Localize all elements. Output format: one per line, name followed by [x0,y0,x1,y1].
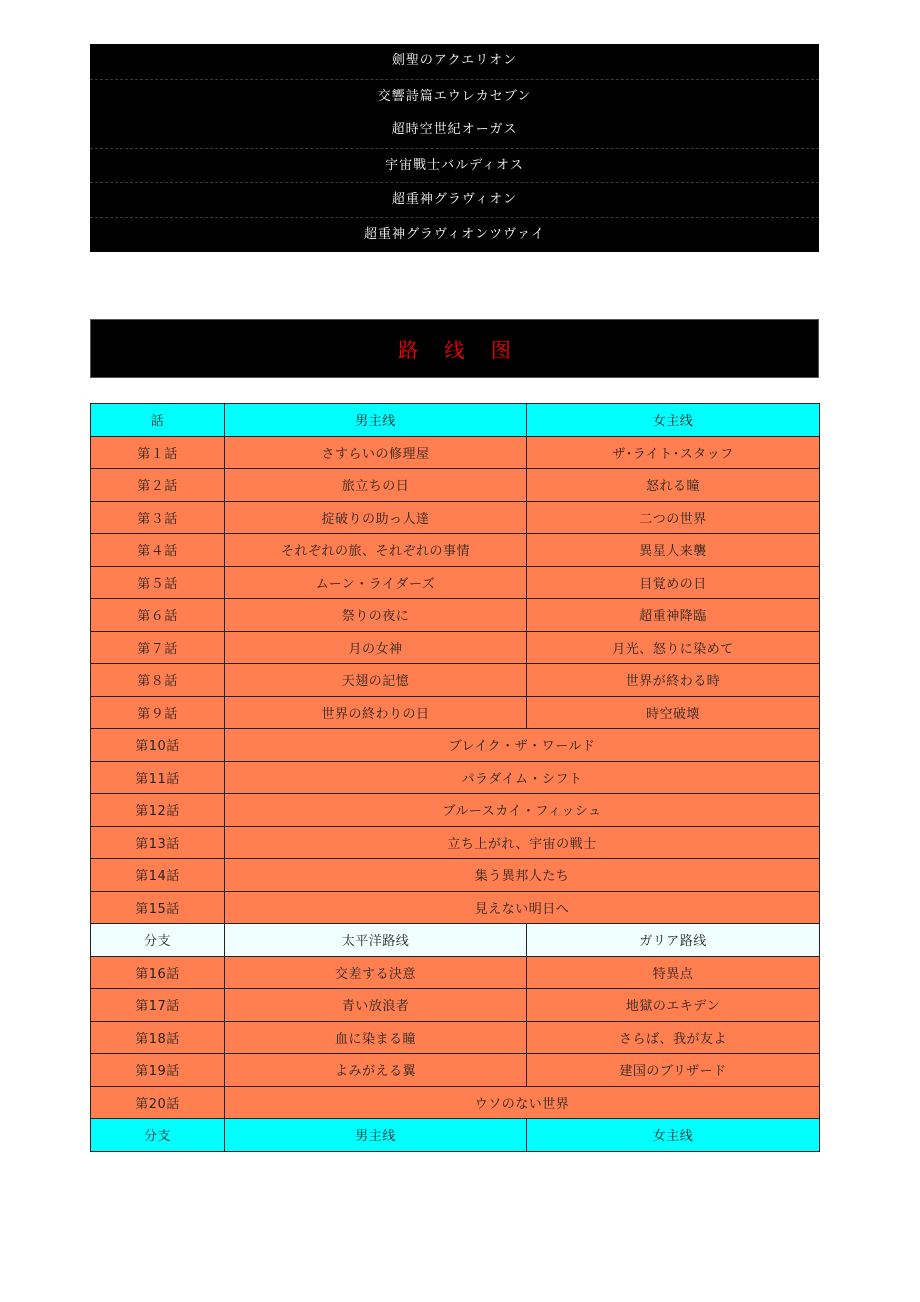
table-row [91,631,820,664]
episode-cell: 第２話 [91,469,225,502]
episode-title-cell: 男主线 [225,1119,527,1152]
episode-cell: 第９話 [91,696,225,729]
title-list-item: 交響詩篇エウレカセブン [90,79,819,114]
episode-title-cell: 交差する決意 [225,956,527,989]
episode-cell: 第１話 [91,436,225,469]
episode-cell: 第13話 [91,826,225,859]
title-list-item: 超時空世紀オーガス [391,122,518,138]
episode-cell: 第10話 [91,729,225,762]
episode-title-cell: 月光、怒りに染めて [527,631,820,664]
episode-cell: 第４話 [91,534,225,567]
episode-cell: 第16話 [91,956,225,989]
table-row [91,469,820,502]
episode-cell: 第６話 [91,599,225,632]
episode-title-cell: 月の女神 [225,631,527,664]
episode-cell: 第12話 [91,794,225,827]
section-header [90,319,819,378]
episode-title-cell: 二つの世界 [527,501,820,534]
episode-cell: 第３話 [91,501,225,534]
column-header-female-route: 女主线 [527,404,820,437]
table-row [91,826,820,859]
episode-title-cell: さすらいの修理屋 [225,436,527,469]
episode-title-cell: 旅立ちの日 [225,469,527,502]
episode-title-cell: 血に染まる瞳 [225,1021,527,1054]
episode-cell: 第７話 [91,631,225,664]
table-row [91,664,820,697]
table-row [91,794,820,827]
table-row [91,534,820,567]
episode-cell: 第11話 [91,761,225,794]
episode-cell: 分支 [91,924,225,957]
table-row [91,989,820,1022]
episode-title-cell: 天翅の記憶 [225,664,527,697]
title-list-item: 超重神グラヴィオン [90,182,819,217]
table-row [91,859,820,892]
table-row [91,891,820,924]
route-table [90,403,820,1152]
table-row [91,501,820,534]
episode-cell: 第19話 [91,1054,225,1087]
episode-title-cell: ザ･ライト･スタッフ [527,436,820,469]
table-row [91,729,820,762]
title-list-item: 宇宙戰士バルディオス [90,148,819,183]
episode-title-cell: ムーン・ライダーズ [225,566,527,599]
episode-title-cell: 掟破りの助っ人達 [225,501,527,534]
episode-title-cell: 時空破壊 [527,696,820,729]
episode-cell: 第14話 [91,859,225,892]
table-row [91,599,820,632]
episode-cell: 第17話 [91,989,225,1022]
table-row [91,761,820,794]
title-list [90,44,819,252]
episode-title-cell: ウソのない世界 [225,1086,820,1119]
table-row [91,436,820,469]
episode-cell: 第20話 [91,1086,225,1119]
table-header-row [91,404,820,437]
table-row [91,566,820,599]
episode-title-cell: 世界が終わる時 [527,664,820,697]
table-row [91,1119,820,1152]
table-row [91,1054,820,1087]
episode-title-cell: さらば、我が友よ [527,1021,820,1054]
episode-title-cell: それぞれの旅、それぞれの事情 [225,534,527,567]
episode-cell: 第５話 [91,566,225,599]
table-row [91,956,820,989]
column-header-episode: 話 [91,404,225,437]
title-list-item: 劍聖のアクエリオン [391,53,518,68]
episode-cell: 第15話 [91,891,225,924]
episode-title-cell: よみがえる翼 [225,1054,527,1087]
episode-title-cell: ブルースカイ・フィッシュ [225,794,820,827]
episode-title-cell: 目覚めの日 [527,566,820,599]
section-title: 路 线 图 [398,338,521,362]
episode-title-cell: 特異点 [527,956,820,989]
column-header-male-route: 男主线 [225,404,527,437]
episode-title-cell: 祭りの夜に [225,599,527,632]
table-row [91,1086,820,1119]
episode-title-cell: ブレイク・ザ・ワールド [225,729,820,762]
episode-title-cell: 建国のブリザード [527,1054,820,1087]
episode-title-cell: 超重神降臨 [527,599,820,632]
episode-title-cell: 世界の終わりの日 [225,696,527,729]
episode-title-cell: 怒れる瞳 [527,469,820,502]
episode-title-cell: 青い放浪者 [225,989,527,1022]
episode-title-cell: 地獄のエキデン [527,989,820,1022]
episode-title-cell: 異星人来襲 [527,534,820,567]
episode-title-cell: 見えない明日へ [225,891,820,924]
table-row [91,696,820,729]
episode-cell: 分支 [91,1119,225,1152]
episode-title-cell: 太平洋路线 [225,924,527,957]
table-row [91,1021,820,1054]
episode-title-cell: ガリア路线 [527,924,820,957]
episode-title-cell: 立ち上がれ、宇宙の戦士 [225,826,820,859]
episode-title-cell: 女主线 [527,1119,820,1152]
episode-title-cell: パラダイム・シフト [225,761,820,794]
title-list-item: 超重神グラヴィオンツヴァイ [90,217,819,252]
table-row [91,924,820,957]
episode-title-cell: 集う異邦人たち [225,859,820,892]
episode-cell: 第18話 [91,1021,225,1054]
episode-cell: 第８話 [91,664,225,697]
